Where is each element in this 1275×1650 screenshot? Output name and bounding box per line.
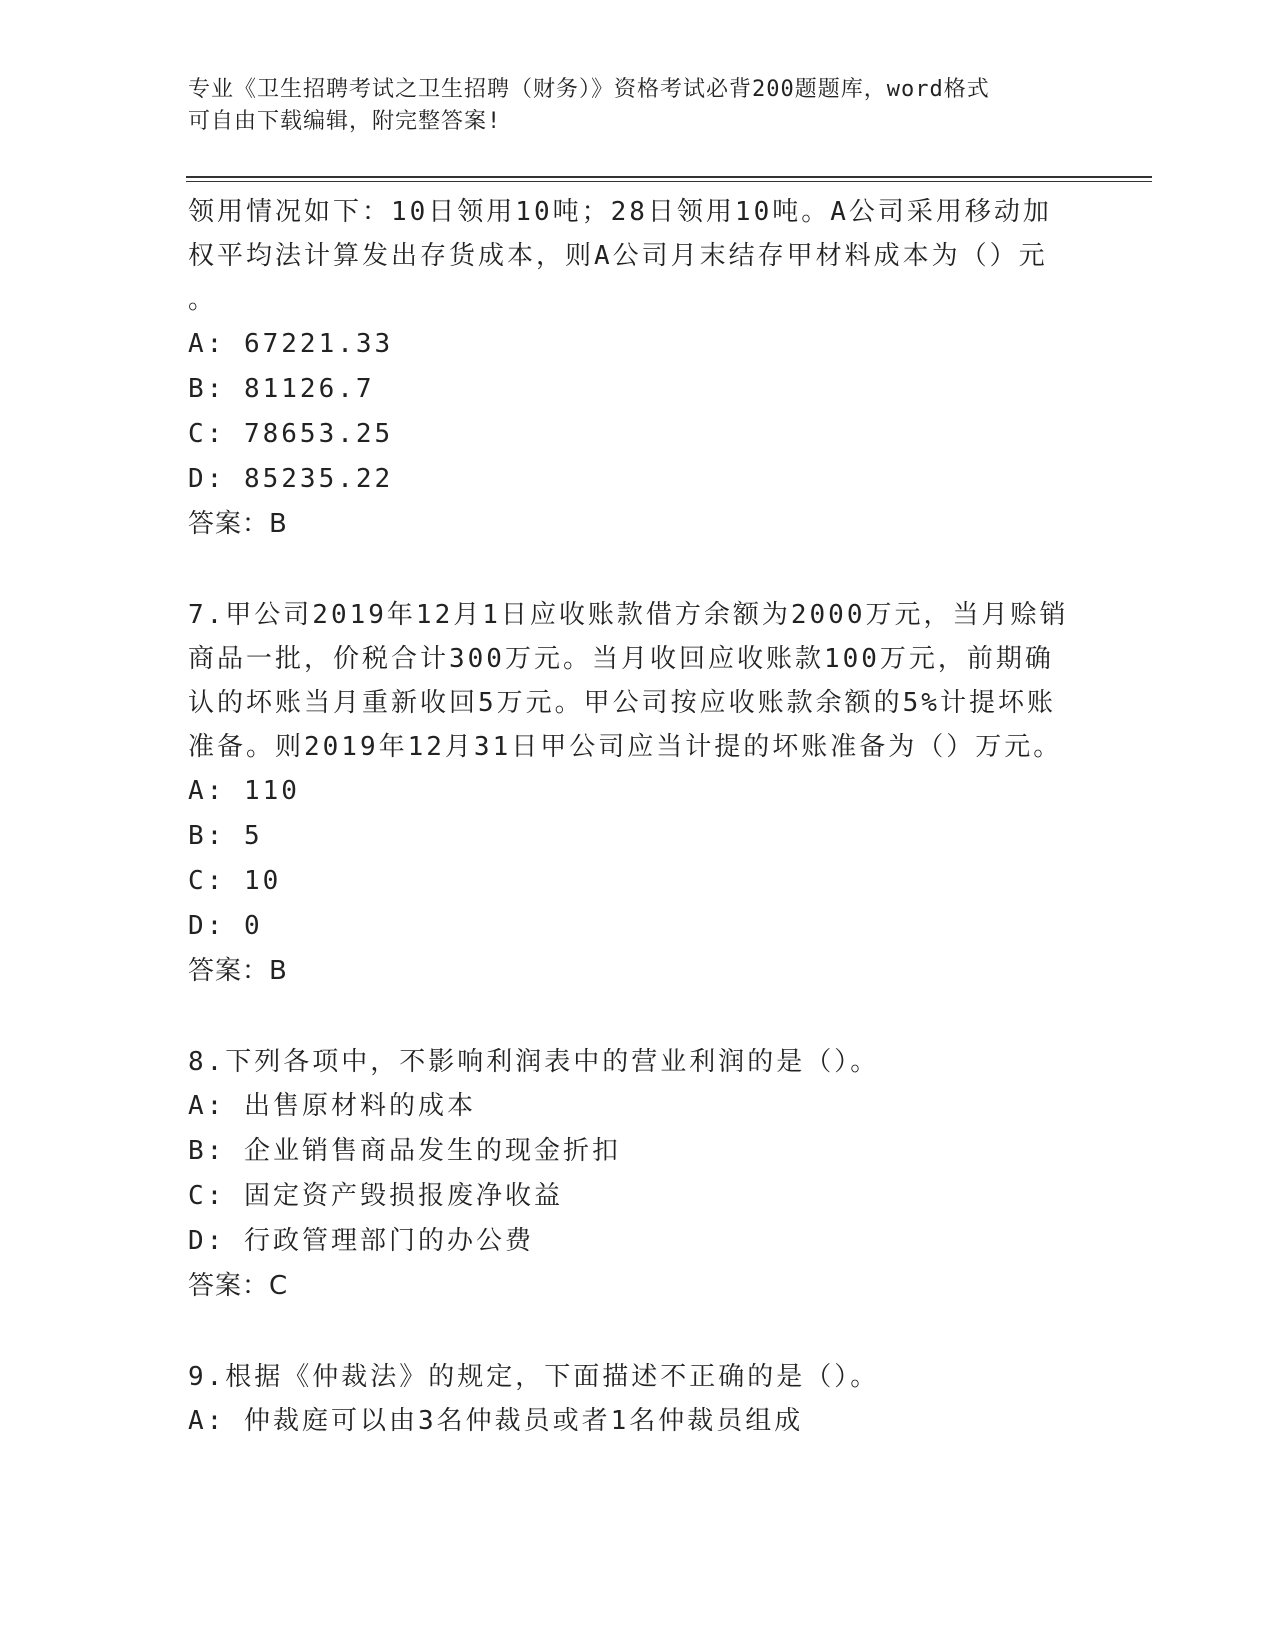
answer-label: 答案：B — [188, 956, 288, 986]
question-6 — [188, 190, 1088, 547]
document-header — [188, 74, 1068, 138]
option-c: C: 固定资产毁损报废净收益 — [188, 1181, 563, 1211]
option-b: B: 81126.7 — [188, 374, 375, 404]
spacer — [188, 994, 1088, 1040]
question-text-line: 认的坏账当月重新收回5万元。甲公司按应收账款余额的5%计提坏账 — [188, 688, 1056, 718]
question-8 — [188, 1040, 1088, 1309]
header-divider-thick — [186, 176, 1152, 178]
option-a: A: 67221.33 — [188, 329, 394, 359]
option-b: B: 5 — [188, 821, 263, 851]
question-7 — [188, 593, 1088, 994]
document-body — [188, 190, 1088, 1444]
option-b: B: 企业销售商品发生的现金折扣 — [188, 1136, 621, 1166]
question-9 — [188, 1355, 1088, 1444]
answer-label: 答案：B — [188, 509, 288, 539]
header-divider-thin — [186, 181, 1152, 182]
option-c: C: 10 — [188, 866, 282, 896]
question-text-line: 权平均法计算发出存货成本，则A公司月末结存甲材料成本为（）元 — [188, 241, 1048, 271]
option-a: A: 仲裁庭可以由3名仲裁员或者1名仲裁员组成 — [188, 1406, 804, 1436]
answer-label: 答案：C — [188, 1271, 289, 1301]
option-d: D: 0 — [188, 911, 263, 941]
question-text-line: 9.根据《仲裁法》的规定，下面描述不正确的是（）。 — [188, 1362, 880, 1392]
header-line-2: 可自由下载编辑，附完整答案! — [188, 109, 502, 134]
spacer — [188, 547, 1088, 593]
option-d: D: 行政管理部门的办公费 — [188, 1226, 534, 1256]
question-text-line: 准备。则2019年12月31日甲公司应当计提的坏账准备为（）万元。 — [188, 732, 1063, 762]
question-text-line: 领用情况如下：10日领用10吨；28日领用10吨。A公司采用移动加 — [188, 197, 1052, 227]
question-text-line: 。 — [188, 285, 218, 315]
option-d: D: 85235.22 — [188, 464, 394, 494]
question-text-line: 7.甲公司2019年12月1日应收账款借方余额为2000万元，当月赊销 — [188, 600, 1069, 630]
header-line-1: 专业《卫生招聘考试之卫生招聘（财务）》资格考试必背200题题库，word格式 — [188, 77, 990, 102]
question-text-line: 商品一批，价税合计300万元。当月收回应收账款100万元，前期确 — [188, 644, 1054, 674]
question-text-line: 8.下列各项中，不影响利润表中的营业利润的是（）。 — [188, 1047, 880, 1077]
spacer — [188, 1309, 1088, 1355]
option-c: C: 78653.25 — [188, 419, 394, 449]
option-a: A: 110 — [188, 776, 300, 806]
option-a: A: 出售原材料的成本 — [188, 1091, 476, 1121]
